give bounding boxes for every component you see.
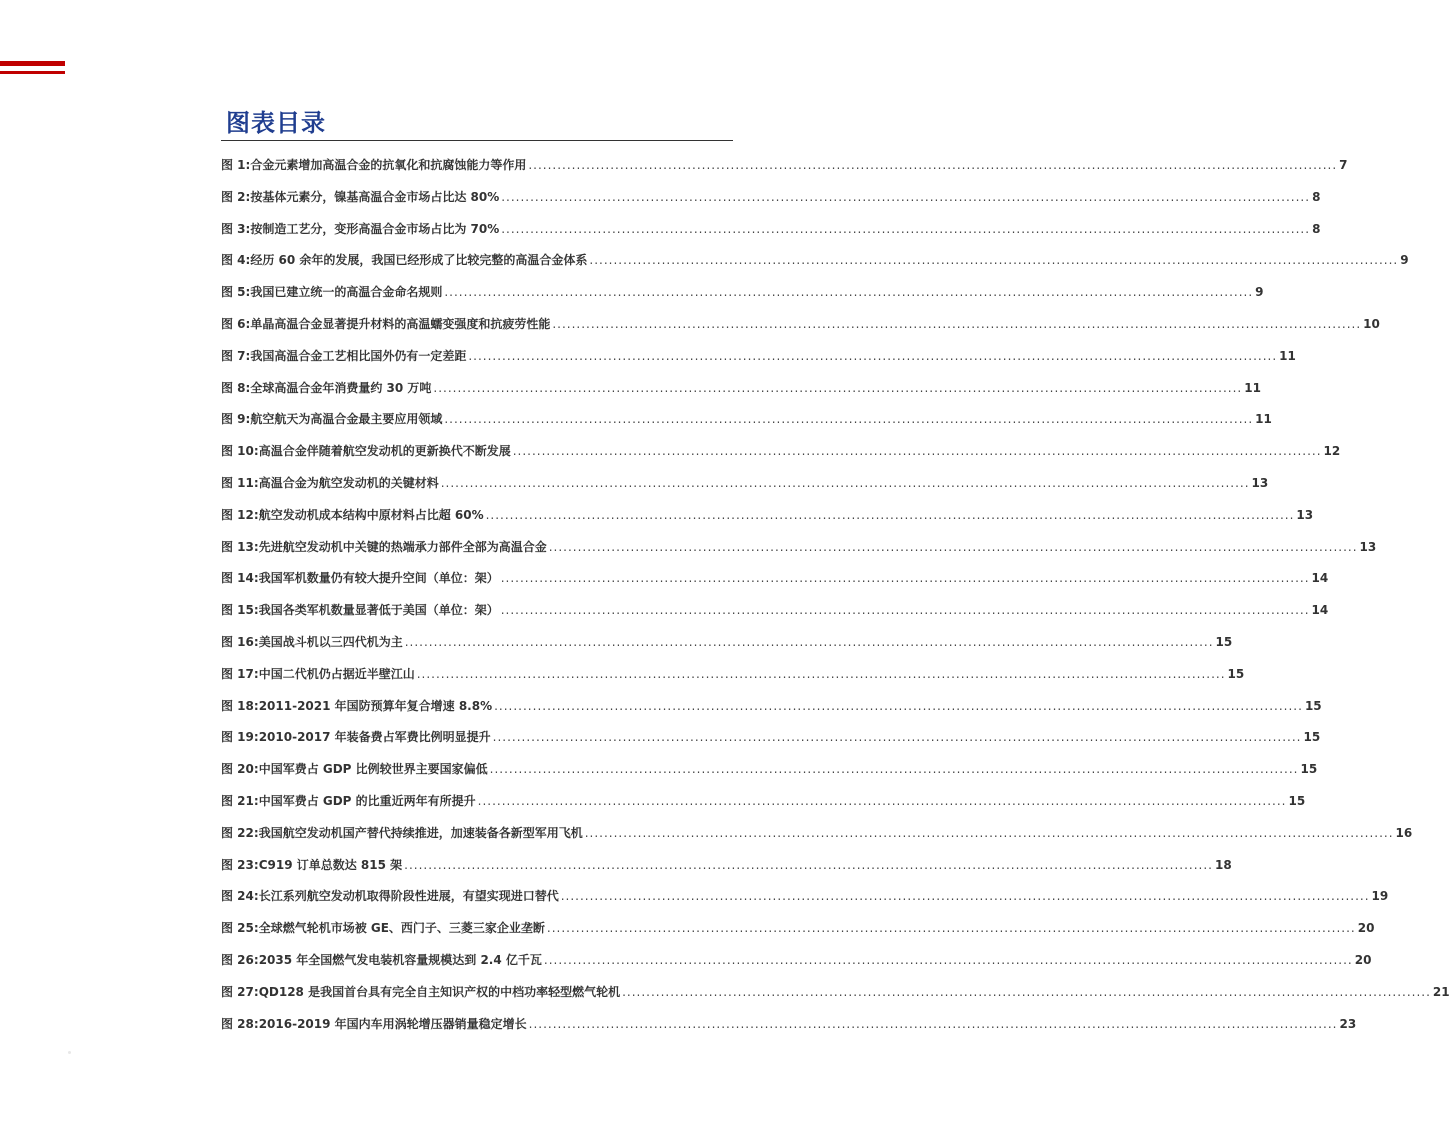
toc-entry-label: 图 20:	[221, 762, 259, 777]
toc-entry[interactable]	[221, 786, 1306, 818]
toc-entry-title: 全球高温合金年消费量约 30 万吨	[250, 380, 432, 395]
toc-entry[interactable]	[221, 691, 1322, 723]
toc-dot-leader	[501, 214, 1310, 246]
toc-entry[interactable]	[221, 722, 1321, 754]
toc-entry-title: 全球燃气轮机市场被 GE、西门子、三菱三家企业垄断	[258, 921, 545, 936]
toc-entry-title: 中国军费占 GDP 比例较世界主要国家偏低	[258, 762, 488, 777]
toc-entry-page: 12	[1323, 444, 1341, 459]
toc-entry-page: 15	[1300, 762, 1318, 777]
toc-entry-title: 高温合金伴随着航空发动机的更新换代不断发展	[258, 444, 511, 459]
toc-entry[interactable]	[221, 182, 1321, 214]
toc-entry-label: 图 21:	[221, 793, 259, 808]
toc-dot-leader	[528, 150, 1337, 182]
toc-entry-label: 图 6:	[221, 316, 251, 331]
toc-entry[interactable]	[221, 595, 1329, 627]
toc-entry-page: 18	[1214, 857, 1232, 872]
toc-dot-leader	[494, 691, 1303, 723]
toc-entry-label: 图 10:	[221, 444, 259, 459]
toc-dot-leader	[585, 818, 1394, 850]
toc-entry-title: 我国军机数量仍有较大提升空间（单位：架）	[258, 571, 499, 586]
toc-dot-leader	[444, 277, 1253, 309]
toc-dot-leader	[501, 563, 1310, 595]
toc-entry-title: 我国航空发动机国产替代持续推进，加速装备各新型军用飞机	[258, 825, 583, 840]
toc-entry[interactable]	[221, 659, 1245, 691]
toc-dot-leader	[622, 977, 1431, 1009]
toc-entry-label: 图 13:	[221, 539, 259, 554]
toc-entry[interactable]	[221, 754, 1318, 786]
toc-entry-label: 图 11:	[221, 475, 259, 490]
toc-entry-title: 航空发动机成本结构中原材料占比超 60%	[258, 507, 484, 522]
toc-entry[interactable]	[221, 245, 1409, 277]
toc-entry[interactable]	[221, 214, 1321, 246]
toc-dot-leader	[501, 595, 1310, 627]
toc-dot-leader	[501, 182, 1310, 214]
toc-entry[interactable]	[221, 436, 1341, 468]
toc-entry-title: 2035 年全国燃气发电装机容量规模达到 2.4 亿千瓦	[258, 952, 542, 967]
toc-entry-label: 图 22:	[221, 825, 259, 840]
toc-dot-leader	[589, 245, 1398, 277]
toc-entry-title: 经历 60 余年的发展，我国已经形成了比较完整的高温合金体系	[250, 253, 588, 268]
toc-entry[interactable]	[221, 850, 1232, 882]
toc-dot-leader	[468, 341, 1277, 373]
toc-entry-label: 图 27:	[221, 984, 259, 999]
toc-entry[interactable]	[221, 1009, 1357, 1041]
toc-dot-leader	[544, 945, 1353, 977]
toc-entry[interactable]	[221, 913, 1375, 945]
toc-entry-label: 图 12:	[221, 507, 259, 522]
page-title: 图表目录	[226, 109, 326, 137]
toc-entry[interactable]	[221, 627, 1233, 659]
toc-entry-label: 图 14:	[221, 571, 259, 586]
toc-entry[interactable]	[221, 532, 1377, 564]
footer-mark	[68, 1051, 71, 1054]
toc-entry-title: 合金元素增加高温合金的抗氧化和抗腐蚀能力等作用	[250, 158, 527, 172]
toc-entry-page: 8	[1312, 189, 1321, 204]
toc-entry-title: 2016-2019 年国内车用涡轮增压器销量稳定增长	[258, 1016, 527, 1031]
toc-entry-page: 15	[1227, 666, 1245, 681]
toc-entry-label: 图 26:	[221, 952, 259, 967]
toc-entry-page: 11	[1244, 380, 1261, 395]
toc-entry-title: 2010-2017 年装备费占军费比例明显提升	[258, 730, 491, 745]
toc-entry-label: 图 7:	[221, 348, 251, 363]
title-divider	[221, 140, 733, 141]
toc-entry-page: 19	[1371, 889, 1389, 904]
toc-entry-title: 长江系列航空发动机取得阶段性进展，有望实现进口替代	[258, 889, 559, 904]
toc-entry-title: 我国已建立统一的高温合金命名规则	[250, 285, 443, 300]
toc-entry-label: 图 23:	[221, 857, 259, 872]
toc-dot-leader	[444, 404, 1253, 436]
toc-entry[interactable]	[221, 563, 1329, 595]
toc-dot-leader	[478, 786, 1287, 818]
toc-entry-label: 图 18:	[221, 698, 259, 713]
toc-entry-page: 21	[1432, 984, 1450, 999]
toc-entry-label: 图 3:	[221, 221, 251, 236]
toc-dot-leader	[417, 659, 1226, 691]
toc-entry-title: 高温合金为航空发动机的关键材料	[258, 475, 439, 490]
toc-entry-page: 15	[1303, 730, 1321, 745]
toc-entry[interactable]	[221, 818, 1413, 850]
toc-dot-leader	[513, 436, 1322, 468]
toc-entry[interactable]	[221, 373, 1261, 405]
toc-entry[interactable]	[221, 309, 1380, 341]
figure-list	[221, 150, 1450, 1040]
toc-entry-label: 图 25:	[221, 921, 259, 936]
toc-dot-leader	[547, 913, 1356, 945]
header-accent-bar-bottom	[0, 71, 65, 74]
header-accent-bar-top	[0, 61, 65, 66]
toc-entry-title: 我国高温合金工艺相比国外仍有一定差距	[250, 348, 467, 363]
toc-entry[interactable]	[221, 945, 1372, 977]
toc-dot-leader	[529, 1009, 1338, 1041]
toc-entry-title: 2011-2021 年国防预算年复合增速 8.8%	[258, 698, 493, 713]
toc-dot-leader	[405, 627, 1214, 659]
toc-entry-title: 中国二代机仍占据近半壁江山	[258, 666, 415, 681]
toc-entry[interactable]	[221, 277, 1264, 309]
toc-entry[interactable]	[221, 977, 1450, 1009]
toc-entry-page: 14	[1311, 603, 1329, 618]
toc-entry-label: 图 17:	[221, 666, 259, 681]
toc-entry-title: 中国军费占 GDP 的比重近两年有所提升	[258, 793, 476, 808]
toc-entry-title: 按基体元素分，镍基高温合金市场占比达 80%	[250, 189, 500, 204]
toc-dot-leader	[404, 850, 1213, 882]
toc-entry-page: 20	[1357, 921, 1375, 936]
toc-dot-leader	[486, 500, 1295, 532]
toc-entry-label: 图 2:	[221, 189, 251, 204]
toc-entry-label: 图 15:	[221, 603, 259, 618]
toc-entry-title: 先进航空发动机中关键的热端承力部件全部为高温合金	[258, 539, 547, 554]
toc-dot-leader	[552, 309, 1361, 341]
toc-entry-page: 15	[1288, 793, 1306, 808]
toc-entry-page: 10	[1363, 316, 1380, 331]
toc-entry-label: 图 8:	[221, 380, 251, 395]
toc-entry-label: 图 4:	[221, 253, 251, 268]
toc-entry-page: 11	[1279, 348, 1296, 363]
toc-dot-leader	[433, 373, 1242, 405]
toc-dot-leader	[490, 754, 1299, 786]
toc-entry-title: 单晶高温合金显著提升材料的高温蠕变强度和抗疲劳性能	[250, 316, 551, 331]
toc-entry-page: 13	[1296, 507, 1314, 522]
toc-entry[interactable]	[221, 404, 1272, 436]
toc-entry-label: 图 1:	[221, 158, 251, 172]
toc-entry-page: 14	[1311, 571, 1329, 586]
toc-entry[interactable]	[221, 341, 1296, 373]
toc-entry-page: 15	[1304, 698, 1322, 713]
toc-dot-leader	[441, 468, 1250, 500]
toc-entry-label: 图 24:	[221, 889, 259, 904]
toc-entry-label: 图 16:	[221, 634, 259, 649]
toc-dot-leader	[549, 532, 1358, 564]
toc-entry-page: 16	[1395, 825, 1413, 840]
toc-entry-title: QD128 是我国首台具有完全自主知识产权的中档功率轻型燃气轮机	[258, 984, 621, 999]
toc-entry[interactable]	[221, 150, 1348, 182]
toc-dot-leader	[561, 881, 1370, 913]
toc-entry-page: 23	[1339, 1016, 1357, 1031]
toc-entry-title: 我国各类军机数量显著低于美国（单位：架）	[258, 603, 499, 618]
toc-entry-title: C919 订单总数达 815 架	[258, 857, 403, 872]
toc-entry-label: 图 19:	[221, 730, 259, 745]
toc-entry-page: 13	[1359, 539, 1377, 554]
toc-entry-page: 11	[1255, 412, 1272, 427]
toc-entry-page: 13	[1251, 475, 1269, 490]
toc-entry-label: 图 28:	[221, 1016, 259, 1031]
toc-entry-page: 9	[1400, 253, 1409, 268]
toc-entry-page: 9	[1255, 285, 1264, 300]
toc-entry-title: 美国战斗机以三四代机为主	[258, 634, 403, 649]
toc-dot-leader	[493, 722, 1302, 754]
toc-entry[interactable]	[221, 881, 1389, 913]
toc-entry-page: 8	[1312, 221, 1321, 236]
toc-entry-label: 图 9:	[221, 412, 251, 427]
toc-entry-page: 20	[1354, 952, 1372, 967]
toc-entry-label: 图 5:	[221, 285, 251, 300]
toc-entry[interactable]	[221, 468, 1269, 500]
toc-entry-page: 7	[1339, 158, 1348, 172]
toc-entry-title: 按制造工艺分，变形高温合金市场占比为 70%	[250, 221, 500, 236]
toc-entry[interactable]	[221, 500, 1314, 532]
toc-entry-page: 15	[1215, 634, 1233, 649]
toc-entry-title: 航空航天为高温合金最主要应用领域	[250, 412, 443, 427]
